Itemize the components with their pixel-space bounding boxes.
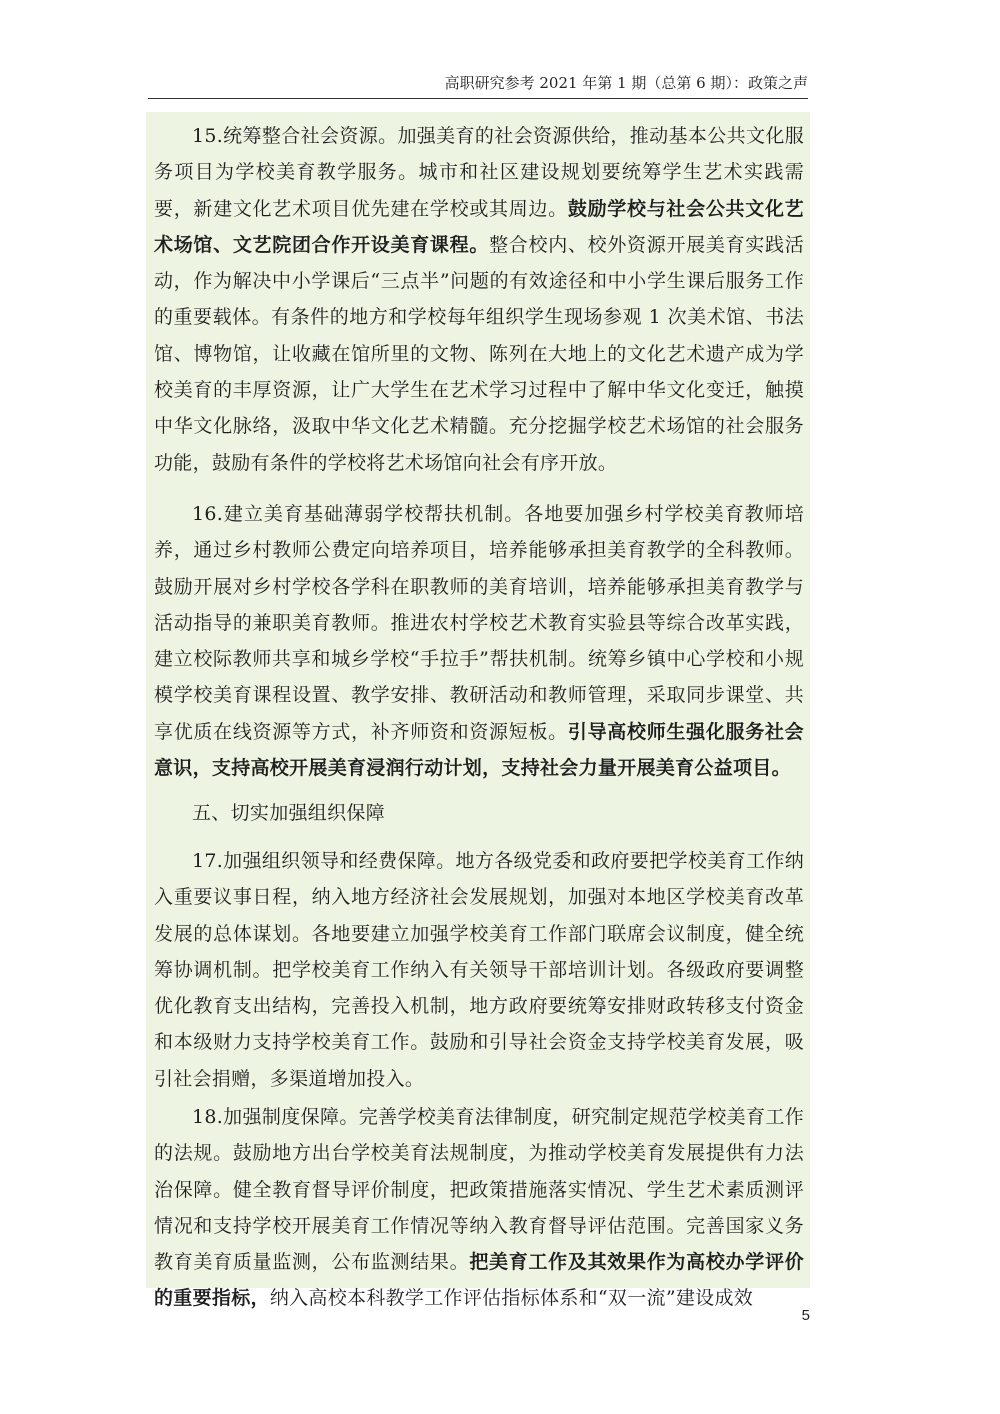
paragraph-15 <box>154 118 804 481</box>
paragraph-16-emphasis: 引导高校师生强化服务社会意识，支持高校开展美育浸润行动计划，支持社会力量开展美育公益项目。 <box>154 720 804 780</box>
paragraph-15-text-c: 整合校内、校外资源开展美育实践活动，作为解决中小学课后“三点半”问题的有效途径和中小学生课后服务工作的重要载体。有条件的地方和学校每年组织学生现场参观 1 次美术馆、书法馆、博物馆，让收藏在馆所里的文物、陈列在大地上的文化艺术遗产成为学校美育的丰厚资源，让广大学生在艺术学习过程中了解中华文化变迁，触摸中华文化脉络，汲取中华文化艺术精髓。充分挖掘学校艺术场馆的社会服务功能，鼓励有条件的学校将艺术场馆向社会有序开放。 <box>154 233 804 474</box>
paragraph-18 <box>154 1099 804 1317</box>
header-divider <box>148 98 808 99</box>
paragraph-15-text-a: 15.统筹整合社会资源。加强美育的社会资源供给，推动基本公共文化服务项目为学校美育教学服务。城市和社区建设规划要统筹学生艺术实践需要，新建文化艺术项目优先建在学校或其周边。 <box>154 125 804 220</box>
paragraph-17: 17.加强组织领导和经费保障。地方各级党委和政府要把学校美育工作纳入重要议事日程，纳入地方经济社会发展规划，加强对本地区学校美育改革发展的总体谋划。各地要建立加强学校美育工作部门联席会议制度，健全统筹协调机制。把学校美育工作纳入有关领导干部培训计划。各级政府要调整优化教育支出结构，完善投入机制，地方政府要统筹安排财政转移支付资金和本级财力支持学校美育工作。鼓励和引导社会资金支持学校美育发展，吸引社会捐赠，多渠道增加投入。 <box>154 850 804 1090</box>
paragraph-16 <box>154 496 804 786</box>
paragraph-18-text-c: 纳入高校本科教学工作评估指标体系和“双一流”建设成效 <box>269 1287 754 1310</box>
page-number: 5 <box>801 1307 810 1324</box>
paragraph-16-text-a: 16.建立美育基础薄弱学校帮扶机制。各地要加强乡村学校美育教师培养，通过乡村教师公费定向培养项目，培养能够承担美育教学的全科教师。鼓励开展对乡村学校各学科在职教师的美育培训，培养能够承担美育教学与活动指导的兼职美育教师。推进农村学校艺术教育实验县等综合改革实践，建立校际教师共享和城乡学校“手拉手”帮扶机制。统筹乡镇中心学校和小规模学校美育课程设置、教学安排、教研活动和教师管理，采取同步课堂、共享优质在线资源等方式，补齐师资和资源短板。 <box>154 503 804 743</box>
paragraph-15-emphasis: 鼓励学校与社会公共文化艺术场馆、文艺院团合作开设美育课程。 <box>154 197 804 256</box>
paragraph-18-emphasis: 把美育工作及其效果作为高校办学评价的重要指标， <box>154 1251 804 1310</box>
running-header: 高职研究参考 2021 年第 1 期（总第 6 期）：政策之声 <box>444 74 808 92</box>
section-5-heading: 五、切实加强组织保障 <box>192 802 386 824</box>
article-body <box>146 112 810 1310</box>
paragraph-18-text-a: 18.加强制度保障。完善学校美育法律制度，研究制定规范学校美育工作的法规。鼓励地方出台学校美育法规制度，为推动学校美育发展提供有力法治保障。健全教育督导评价制度，把政策措施落实情况、学生艺术素质测评情况和支持学校开展美育工作情况等纳入教育督导评估范围。完善国家义务教育美育质量监测，公布监测结果。 <box>154 1106 804 1274</box>
